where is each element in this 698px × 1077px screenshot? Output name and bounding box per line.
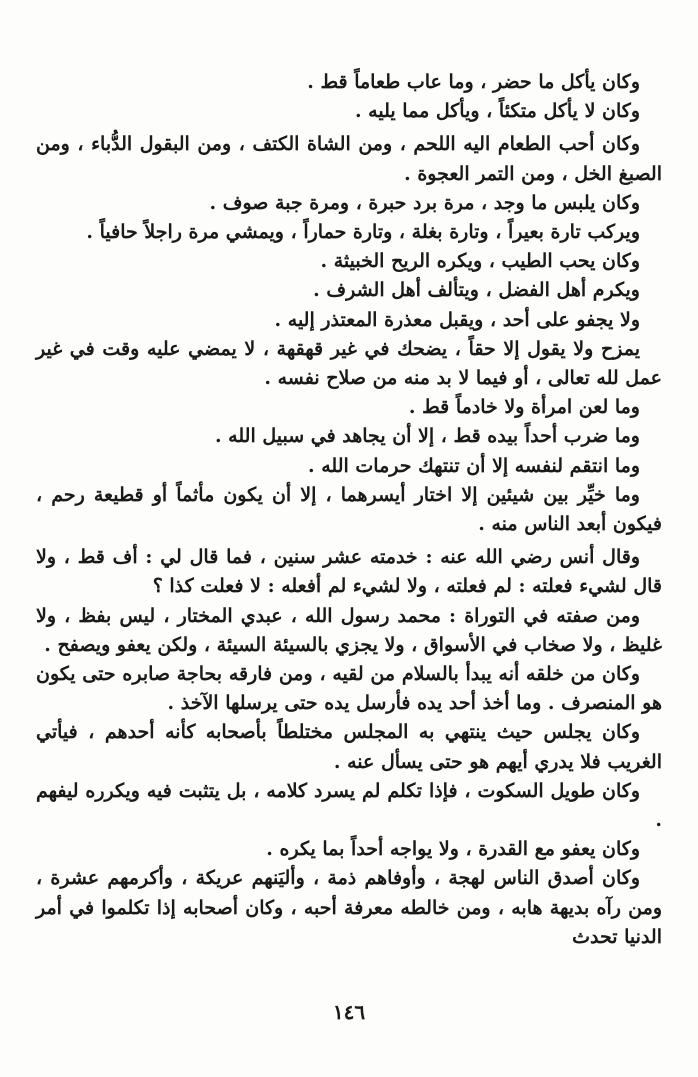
body-text <box>36 68 662 952</box>
paragraph: وكان طويل السكوت ، فإذا تكلم لم يسرد كلامه ، بل يتثبت فيه ويكرره ليفهم . <box>36 779 662 832</box>
paragraph: ويكرم أهل الفضل ، ويتألف أهل الشرف . <box>313 279 640 302</box>
paragraph: وما ضرب أحداً بيده قط ، إلا أن يجاهد في سبيل الله . <box>214 425 640 448</box>
paragraph: ويركب تارة بعيراً ، وتارة بغلة ، وتارة حماراً ، ويمشي مرة راجلاً حافياً . <box>86 221 640 244</box>
paragraph: ولا يجفو على أحد ، ويقبل معذرة المعتذر إليه . <box>274 308 640 331</box>
paragraph: ومن صفته في التوراة : محمد رسول الله ، عبدي المختار ، ليس بفظ ، ولا غليظ ، ولا صخاب في الأسواق ، ولا يجزي بالسيئة السيئة ، ولكن يعفو ويصفح . <box>36 604 662 656</box>
paragraph: وما انتقم لنفسه إلا أن تنتهك حرمات الله . <box>308 454 640 477</box>
paragraph: وكان يأكل ما حضر ، وما عاب طعاماً قط . <box>307 71 640 93</box>
paragraph: وكان من خلقه أنه يبدأ بالسلام من لقيه ، ومن فارقه بحاجة صابره حتى يكون هو المنصرف . وما أخذ أحد يده فأرسل يده حتى يرسلها الآخذ . <box>36 663 662 715</box>
paragraph: وما لعن امرأة ولا خادماً قط . <box>408 396 640 419</box>
paragraph: وقال أنس رضي الله عنه : خدمته عشر سنين ، فما قال لي : أف قط ، ولا قال لشيء فعلته : لم فعلته ، ولا لشيء لم أفعله : لا فعلت كذا ؟ <box>36 546 662 598</box>
paragraph: وكان يلبس ما وجد ، مرة برد حبرة ، ومرة جبة صوف . <box>209 191 640 214</box>
paragraph: وكان يحب الطيب ، ويكره الريح الخبيثة . <box>320 250 640 273</box>
page-number: ١٤٦ <box>332 1000 366 1024</box>
paragraph: يمزح ولا يقول إلا حقاً ، يضحك في غير قهقهة ، لا يمضي عليه وقت في غير عمل لله تعالى ، أو فيما لا بد منه من صلاح نفسه . <box>36 337 662 390</box>
paragraph: وكان لا يأكل متكئاً ، ويأكل مما يليه . <box>354 100 640 123</box>
paragraph: وما خيِّر بين شيئين إلا اختار أيسرهما ، إلا أن يكون مأثماً أو قطيعة رحم ، فيكون أبعد الناس منه . <box>36 483 662 536</box>
paragraph: وكان يجلس حيث ينتهي به المجلس مختلطاً بأصحابه كأنه أحدهم ، فيأتي الغريب فلا يدري أيهم هو حتى يسأل عنه . <box>36 721 662 773</box>
paragraph: وكان أصدق الناس لهجة ، وأوفاهم ذمة ، وأليَنهم عريكة ، وأكرمهم عشرة ، ومن رآه بديهة هابه ، ومن خالطه معرفة أحبه ، وكان أصحابه إذا تكلموا في أمر الدنيا تحدث <box>36 867 662 948</box>
paragraph: وكان أحب الطعام اليه اللحم ، ومن الشاة الكتف ، ومن البقول الدُّباء ، ومن الصبغ الخل ، ومن التمر العجوة . <box>36 133 662 185</box>
paragraph: وكان يعفو مع القدرة ، ولا يواجه أحداً بما يكره . <box>266 838 640 861</box>
